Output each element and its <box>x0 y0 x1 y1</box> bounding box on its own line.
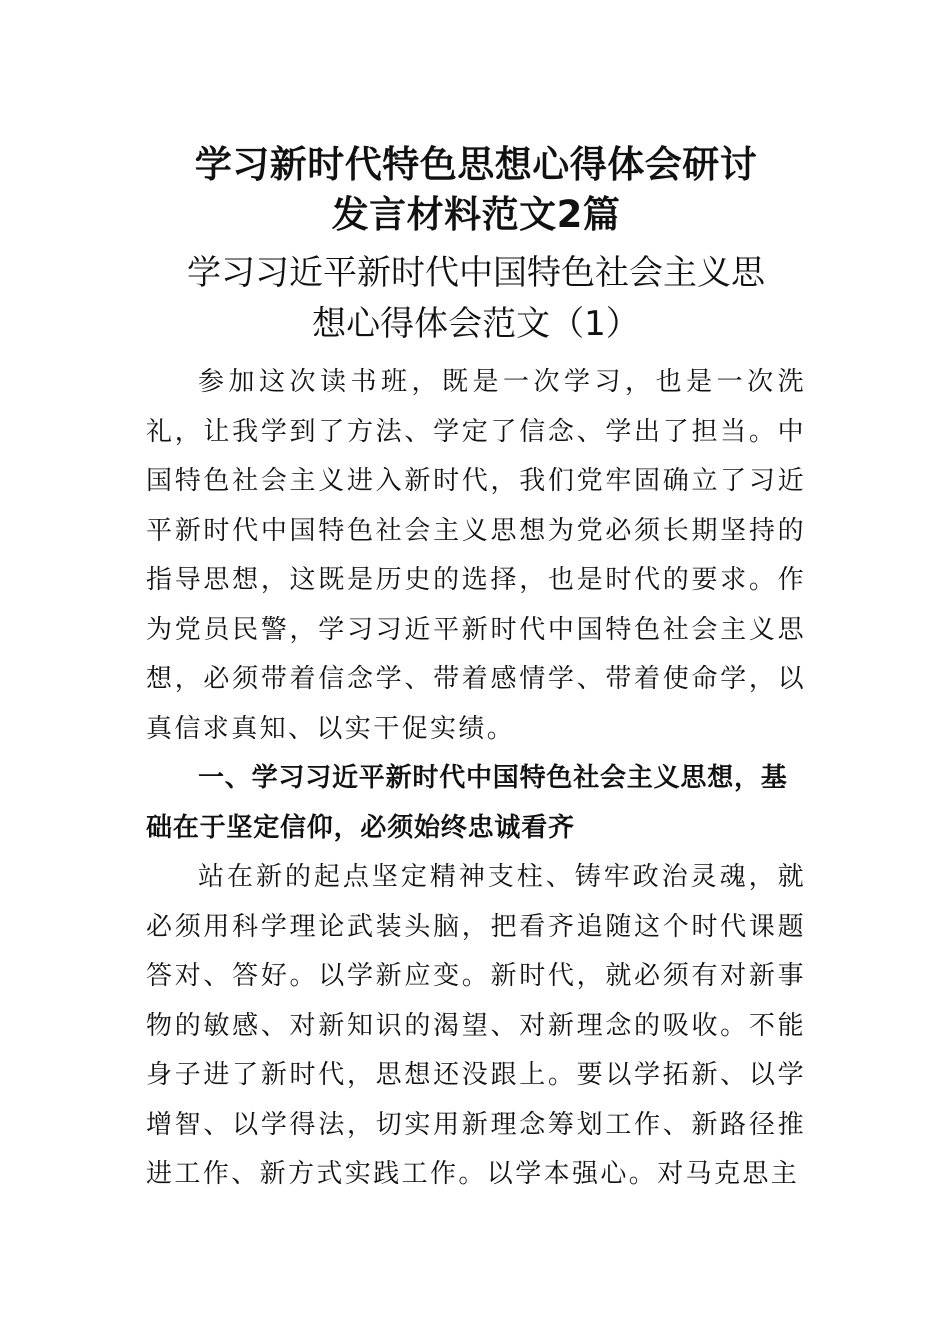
body-paragraph-1: 参加这次读书班，既是一次学习，也是一次洗礼，让我学到了方法、学定了信念、学出了担当。中国特色社会主义进入新时代，我们党牢固确立了习近平新时代中国特色社会主义思想为党必须长期坚持的指导思想，这既是历史的选择，也是时代的要求。作为党员民警，学习习近平新时代中国特色社会主义思想，必须带着信念学、带着感情学、带着使命学，以真信求真知、以实干促实绩。 <box>146 367 806 744</box>
document-page <box>146 140 806 1200</box>
body-paragraph-2: 站在新的起点坚定精神支柱、铸牢政治灵魂，就必须用科学理论武装头脑，把看齐追随这个时代课题答对、答好。以学新应变。新时代，就必须有对新事物的敏感、对新知识的渴望、对新理念的吸收。不能身子进了新时代，思想还没跟上。要以学拓新、以学增智、以学得法，切实用新理念筹划工作、新路径推进工作、新方式实践工作。以学本强心。对马克思主 <box>146 862 806 1189</box>
article-title-line-1: 学习习近平新时代中国特色社会主义思 <box>187 253 765 293</box>
article-title-line-2: 想心得体会范文（1） <box>312 304 640 344</box>
document-title-line-1: 学习新时代特色思想心得体会研讨 <box>194 143 758 186</box>
article-title <box>146 248 806 350</box>
document-title-line-2: 发言材料范文2篇 <box>331 193 621 236</box>
document-title <box>146 140 806 240</box>
section-heading-1: 一、学习习近平新时代中国特色社会主义思想，基础在于坚定信仰，必须始终忠诚看齐 <box>146 763 788 843</box>
